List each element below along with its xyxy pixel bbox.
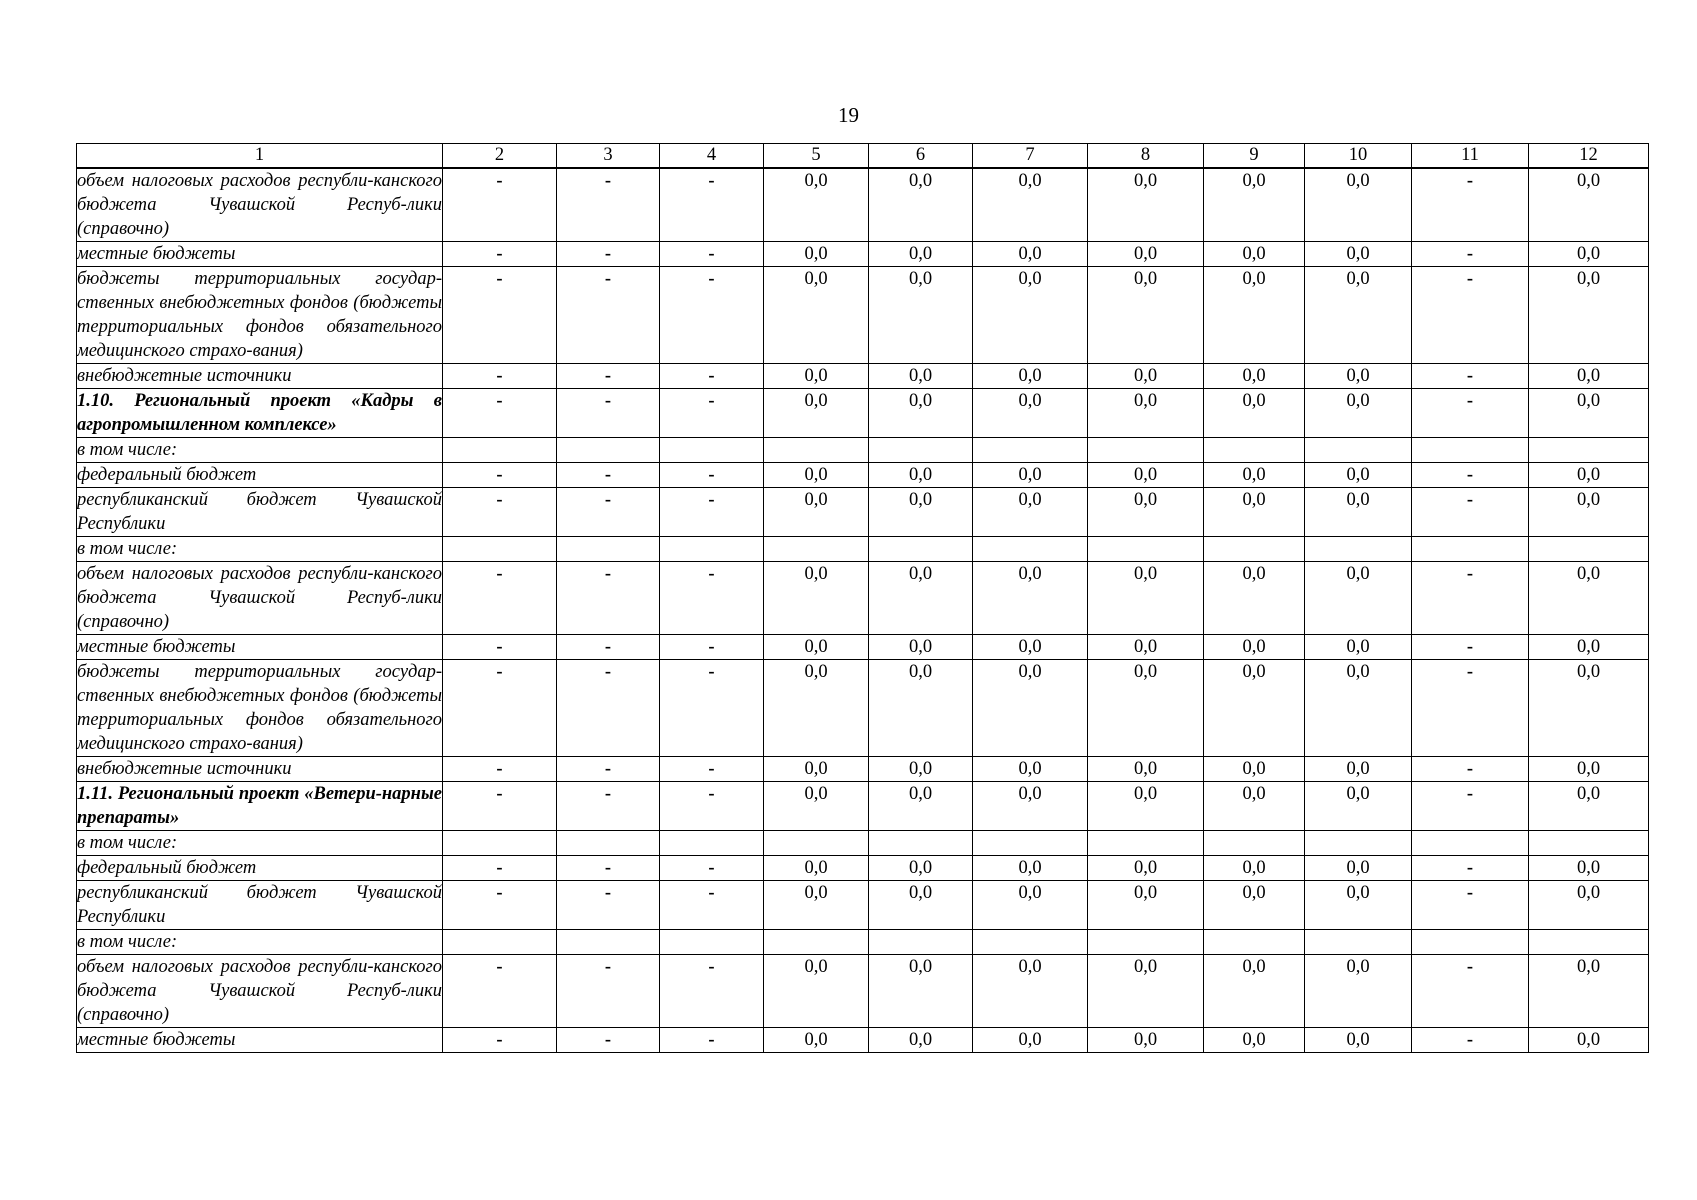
value-cell: 0,0 [973,881,1088,930]
value-cell: - [443,364,557,389]
value-cell: 0,0 [1529,881,1649,930]
value-cell: - [443,389,557,438]
table-row [77,242,1649,267]
value-cell: 0,0 [973,1028,1088,1053]
value-cell: 0,0 [1204,881,1305,930]
column-header: 12 [1529,144,1649,169]
value-cell [1305,537,1412,562]
table-row [77,881,1649,930]
row-label: местные бюджеты [77,1028,443,1053]
value-cell: - [1412,562,1529,635]
value-cell: 0,0 [764,881,869,930]
value-cell: 0,0 [1088,168,1204,242]
value-cell: 0,0 [1529,168,1649,242]
value-cell: 0,0 [1088,757,1204,782]
value-cell: - [660,955,764,1028]
value-cell: - [660,463,764,488]
value-cell [1204,831,1305,856]
value-cell: - [557,955,660,1028]
value-cell: 0,0 [764,267,869,364]
value-cell [1529,831,1649,856]
table-row [77,955,1649,1028]
value-cell [443,930,557,955]
value-cell [869,438,973,463]
column-header: 10 [1305,144,1412,169]
value-cell: 0,0 [764,364,869,389]
value-cell: 0,0 [1305,881,1412,930]
value-cell: 0,0 [764,757,869,782]
value-cell [660,930,764,955]
value-cell [1529,930,1649,955]
value-cell: - [660,635,764,660]
value-cell: - [557,635,660,660]
table-row [77,267,1649,364]
column-header: 1 [77,144,443,169]
value-cell [1305,438,1412,463]
value-cell: - [1412,881,1529,930]
value-cell [869,537,973,562]
value-cell: - [1412,955,1529,1028]
value-cell: - [557,168,660,242]
value-cell: - [443,168,557,242]
value-cell [1305,831,1412,856]
value-cell: - [1412,267,1529,364]
value-cell: 0,0 [869,242,973,267]
value-cell: - [443,782,557,831]
value-cell: 0,0 [1088,955,1204,1028]
value-cell: - [660,1028,764,1053]
value-cell: 0,0 [1088,488,1204,537]
value-cell: - [1412,488,1529,537]
value-cell: 0,0 [869,463,973,488]
value-cell: 0,0 [869,1028,973,1053]
table-row [77,757,1649,782]
value-cell [660,438,764,463]
column-header: 4 [660,144,764,169]
value-cell: - [557,463,660,488]
value-cell: - [443,242,557,267]
value-cell [973,930,1088,955]
value-cell: - [660,782,764,831]
value-cell: 0,0 [1529,562,1649,635]
value-cell: 0,0 [973,488,1088,537]
value-cell: 0,0 [764,168,869,242]
value-cell: 0,0 [1305,856,1412,881]
value-cell: 0,0 [973,463,1088,488]
value-cell [764,438,869,463]
value-cell: 0,0 [1088,1028,1204,1053]
value-cell: 0,0 [764,660,869,757]
value-cell: - [557,660,660,757]
value-cell: - [443,955,557,1028]
value-cell [1088,537,1204,562]
value-cell [1529,438,1649,463]
value-cell: - [1412,782,1529,831]
row-label: объем налоговых расходов республи-канского бюджета Чувашской Респуб-лики (справочно) [77,562,443,635]
value-cell: 0,0 [764,242,869,267]
value-cell [869,930,973,955]
value-cell: 0,0 [973,782,1088,831]
value-cell: 0,0 [1305,955,1412,1028]
value-cell: - [660,242,764,267]
value-cell: 0,0 [973,660,1088,757]
table-row [77,168,1649,242]
value-cell: 0,0 [1529,389,1649,438]
value-cell [557,537,660,562]
value-cell: 0,0 [1529,1028,1649,1053]
value-cell: - [660,757,764,782]
value-cell: 0,0 [764,635,869,660]
value-cell: 0,0 [1204,562,1305,635]
value-cell: 0,0 [764,488,869,537]
subheading-row [77,831,1649,856]
table-row [77,463,1649,488]
value-cell: - [1412,757,1529,782]
column-number-row [77,144,1649,169]
value-cell: 0,0 [1088,881,1204,930]
value-cell: 0,0 [1204,242,1305,267]
value-cell: - [1412,463,1529,488]
row-label: в том числе: [77,537,443,562]
subheading-row [77,537,1649,562]
value-cell: - [443,488,557,537]
value-cell [764,831,869,856]
value-cell: - [557,488,660,537]
page-number: 19 [838,103,859,127]
row-label: объем налоговых расходов республи-канского бюджета Чувашской Респуб-лики (справочно) [77,955,443,1028]
table-row [77,364,1649,389]
row-label: в том числе: [77,831,443,856]
value-cell: 0,0 [973,364,1088,389]
value-cell: 0,0 [1305,562,1412,635]
value-cell: - [443,562,557,635]
value-cell [973,438,1088,463]
value-cell: - [443,757,557,782]
value-cell: - [443,881,557,930]
value-cell: 0,0 [973,955,1088,1028]
value-cell: 0,0 [869,562,973,635]
value-cell: 0,0 [869,488,973,537]
value-cell: 0,0 [1529,782,1649,831]
value-cell: 0,0 [973,389,1088,438]
value-cell: 0,0 [1529,660,1649,757]
value-cell: 0,0 [1088,856,1204,881]
row-label: объем налоговых расходов республи-канского бюджета Чувашской Респуб-лики (справочно) [77,168,443,242]
row-label: в том числе: [77,930,443,955]
value-cell: 0,0 [1529,463,1649,488]
value-cell: 0,0 [869,168,973,242]
value-cell: 0,0 [1204,955,1305,1028]
value-cell: - [660,856,764,881]
value-cell: - [1412,660,1529,757]
value-cell: 0,0 [973,562,1088,635]
value-cell [1412,930,1529,955]
value-cell: 0,0 [1204,856,1305,881]
value-cell: 0,0 [1529,488,1649,537]
value-cell: 0,0 [973,856,1088,881]
value-cell: - [557,757,660,782]
value-cell: 0,0 [1529,757,1649,782]
value-cell: 0,0 [764,856,869,881]
value-cell: 0,0 [764,955,869,1028]
row-label: внебюджетные источники [77,757,443,782]
value-cell: 0,0 [1204,463,1305,488]
value-cell: 0,0 [1529,364,1649,389]
row-label: бюджеты территориальных государ-ственных внебюджетных фондов (бюджеты территориальных фондов обязательного медицинского страхо-вания) [77,267,443,364]
value-cell: - [557,1028,660,1053]
value-cell: - [443,635,557,660]
value-cell [1088,930,1204,955]
value-cell [660,537,764,562]
value-cell: 0,0 [1088,562,1204,635]
value-cell [1088,831,1204,856]
value-cell: 0,0 [1204,660,1305,757]
value-cell: 0,0 [1204,389,1305,438]
column-header: 2 [443,144,557,169]
row-label: федеральный бюджет [77,463,443,488]
value-cell: - [1412,364,1529,389]
value-cell: - [660,389,764,438]
column-header: 8 [1088,144,1204,169]
value-cell [1305,930,1412,955]
value-cell: 0,0 [1305,267,1412,364]
subheading-row [77,930,1649,955]
value-cell: 0,0 [1529,267,1649,364]
value-cell: 0,0 [869,635,973,660]
value-cell: 0,0 [1305,242,1412,267]
table-body [77,168,1649,1053]
value-cell [557,831,660,856]
value-cell: 0,0 [1088,242,1204,267]
column-header: 7 [973,144,1088,169]
value-cell: 0,0 [869,856,973,881]
value-cell [1529,537,1649,562]
value-cell: 0,0 [1088,660,1204,757]
row-label: местные бюджеты [77,635,443,660]
value-cell: 0,0 [1088,364,1204,389]
row-label: в том числе: [77,438,443,463]
row-label: федеральный бюджет [77,856,443,881]
value-cell: - [443,463,557,488]
value-cell [443,831,557,856]
column-header: 6 [869,144,973,169]
value-cell [1204,438,1305,463]
value-cell: - [660,267,764,364]
value-cell: 0,0 [1305,660,1412,757]
value-cell: 0,0 [1204,782,1305,831]
value-cell: 0,0 [973,168,1088,242]
column-header: 11 [1412,144,1529,169]
table-row [77,562,1649,635]
project-row [77,782,1649,831]
value-cell: 0,0 [869,364,973,389]
value-cell: - [557,242,660,267]
value-cell: 0,0 [1088,782,1204,831]
value-cell: 0,0 [1204,635,1305,660]
value-cell: 0,0 [973,757,1088,782]
value-cell [869,831,973,856]
value-cell: - [660,488,764,537]
row-label: бюджеты территориальных государ-ственных внебюджетных фондов (бюджеты территориальных фондов обязательного медицинского страхо-вания) [77,660,443,757]
project-row [77,389,1649,438]
table-row [77,1028,1649,1053]
value-cell: - [1412,389,1529,438]
value-cell [1412,537,1529,562]
value-cell: - [1412,168,1529,242]
row-label: местные бюджеты [77,242,443,267]
value-cell [973,831,1088,856]
value-cell: 0,0 [764,463,869,488]
row-label: внебюджетные источники [77,364,443,389]
value-cell: 0,0 [973,242,1088,267]
value-cell: 0,0 [764,389,869,438]
value-cell: - [557,856,660,881]
subheading-row [77,438,1649,463]
value-cell [443,537,557,562]
value-cell [973,537,1088,562]
value-cell: 0,0 [973,267,1088,364]
value-cell: - [1412,635,1529,660]
value-cell: 0,0 [1088,463,1204,488]
value-cell: 0,0 [869,267,973,364]
value-cell: 0,0 [1088,635,1204,660]
value-cell: 0,0 [869,955,973,1028]
value-cell: 0,0 [1204,364,1305,389]
row-label: республиканский бюджет Чувашской Республики [77,488,443,537]
value-cell: - [660,364,764,389]
value-cell: 0,0 [1204,757,1305,782]
value-cell [1412,831,1529,856]
column-header: 3 [557,144,660,169]
value-cell: 0,0 [1204,267,1305,364]
value-cell: 0,0 [1204,488,1305,537]
value-cell: - [660,168,764,242]
table-row [77,856,1649,881]
value-cell [1204,930,1305,955]
value-cell: 0,0 [1088,389,1204,438]
value-cell: - [557,562,660,635]
value-cell: 0,0 [869,782,973,831]
value-cell [443,438,557,463]
value-cell: 0,0 [1305,168,1412,242]
value-cell: - [660,562,764,635]
value-cell: - [443,856,557,881]
value-cell: 0,0 [1305,488,1412,537]
value-cell: - [443,660,557,757]
table-row [77,635,1649,660]
value-cell [1204,537,1305,562]
value-cell: 0,0 [973,635,1088,660]
budget-table [76,143,1649,1053]
value-cell: - [557,881,660,930]
row-label: 1.11. Региональный проект «Ветери-нарные препараты» [77,782,443,831]
value-cell: 0,0 [1529,856,1649,881]
value-cell: 0,0 [1305,364,1412,389]
row-label: республиканский бюджет Чувашской Республики [77,881,443,930]
value-cell: - [557,364,660,389]
value-cell: 0,0 [1529,955,1649,1028]
value-cell: - [1412,856,1529,881]
value-cell [764,930,869,955]
value-cell: - [1412,242,1529,267]
value-cell: 0,0 [1204,168,1305,242]
value-cell: - [557,389,660,438]
row-label: 1.10. Региональный проект «Кадры в агропромышленном комплексе» [77,389,443,438]
value-cell: 0,0 [1305,782,1412,831]
value-cell: - [660,881,764,930]
value-cell: - [557,267,660,364]
column-header: 5 [764,144,869,169]
value-cell: 0,0 [869,660,973,757]
value-cell [557,930,660,955]
table-row [77,660,1649,757]
table-row [77,488,1649,537]
value-cell: 0,0 [869,757,973,782]
value-cell: 0,0 [1305,463,1412,488]
value-cell: 0,0 [764,562,869,635]
value-cell: 0,0 [1305,635,1412,660]
value-cell: - [443,267,557,364]
value-cell: 0,0 [1088,267,1204,364]
value-cell [660,831,764,856]
value-cell: 0,0 [1529,635,1649,660]
value-cell: 0,0 [1204,1028,1305,1053]
value-cell [764,537,869,562]
value-cell [1412,438,1529,463]
value-cell [557,438,660,463]
value-cell: - [1412,1028,1529,1053]
value-cell: 0,0 [764,1028,869,1053]
value-cell: 0,0 [1529,242,1649,267]
value-cell: 0,0 [764,782,869,831]
value-cell [1088,438,1204,463]
value-cell: 0,0 [1305,1028,1412,1053]
value-cell: - [443,1028,557,1053]
value-cell: - [557,782,660,831]
value-cell: 0,0 [869,881,973,930]
value-cell: 0,0 [1305,389,1412,438]
column-header: 9 [1204,144,1305,169]
value-cell: 0,0 [869,389,973,438]
value-cell: 0,0 [1305,757,1412,782]
value-cell: - [660,660,764,757]
